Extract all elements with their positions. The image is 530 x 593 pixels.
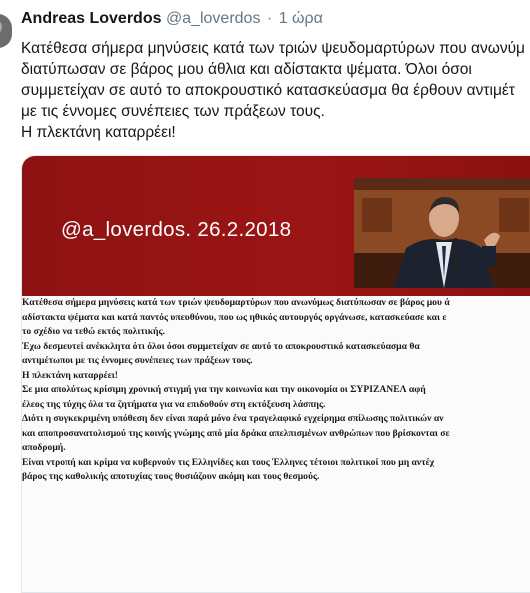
tweet-header xyxy=(21,10,323,28)
author-avatar[interactable] xyxy=(0,14,12,48)
statement-line: Κατέθεσα σήμερα μηνύσεις κατά των τριών ψευδομαρτύρων που ανωνύμως διατύπωσαν σε βάρος μου ά xyxy=(22,297,450,308)
attached-image-card[interactable] xyxy=(21,155,530,593)
statement-line: το σχέδιο να τεθώ εκτός πολιτικής. xyxy=(22,326,165,337)
statement-line: Διότι η συγκεκριμένη υπόθεση δεν είναι παρά μόνο ένα τραγελαφικό εγχείρημα σπίλωσης πολιτικών αν xyxy=(22,413,444,424)
tweet-text-line: με τις έννομες συνέπειες των πράξεων τους. xyxy=(21,103,325,120)
author-name[interactable]: Andreas Loverdos xyxy=(21,10,162,27)
tweet-text-line: συμμετείχαν σε αυτό το αποκρουστικό κατασκεύασμα θα έρθουν αντιμέτ xyxy=(21,82,515,99)
tweet-text xyxy=(21,38,530,143)
statement-line: αδίστακτα ψέματα και κατά παντός υπευθύνου, που ως ηθικός αυτουργός οργάνωσε, κατασκεύασε και ε xyxy=(22,311,447,323)
tweet-text-line: Η πλεκτάνη καταρρέει! xyxy=(21,124,176,141)
statement-line: και αποπροσανατολισμού της κοινής γνώμης από μία δράκα απελπισμένων ανθρώπων που βρίσκονται σε xyxy=(22,427,450,439)
statement-line: Σε μια απολύτως κρίσιμη χρονική στιγμή για την κοινωνία και την οικονομία οι ΣΥΡΙΖΑΝΕΛ αφή xyxy=(22,384,426,395)
statement-line: Η πλεκτάνη καταρρέει! xyxy=(22,369,118,381)
tweet-text-line: Κατέθεσα σήμερα μηνύσεις κατά των τριών ψευδομαρτύρων που ανωνύμ xyxy=(21,40,525,57)
banner-text: @a_loverdos. 26.2.2018 xyxy=(61,218,292,241)
speaker-photo xyxy=(354,178,530,288)
image-banner xyxy=(22,156,530,296)
statement-line: αντιμέτωποι με τις έννομες συνέπειες των πράξεων τους. xyxy=(22,355,253,366)
statement-line: αποδρομή. xyxy=(22,442,66,453)
tweet-text-line: διατύπωσαν σε βάρος μου άθλια και αδίστακτα ψέματα. Όλοι όσοι xyxy=(21,61,472,78)
separator-dot: · xyxy=(266,10,273,27)
statement-line: έλεος της τύχης όλα τα ζητήματα για να επιδοθούν στη εκτόξευση λάσπης. xyxy=(22,398,326,410)
statement-document xyxy=(22,296,530,592)
statement-line: βάρος της καθολικής αποτυχίας τους θυσιάζουν ακόμη και τους θεσμούς. xyxy=(22,471,320,482)
statement-line: Είναι ντροπή και κρίμα να κυβερνούν τις Ελληνίδες και τους Έλληνες τέτοιοι πολιτικοί που μη αντέχ xyxy=(22,456,435,468)
statement-line: Έχω δεσμευτεί ανέκκλητα ότι όλοι όσοι συμμετείχαν σε αυτό το αποκρουστικό κατασκεύασμα θα xyxy=(22,340,420,352)
author-handle[interactable]: @a_loverdos xyxy=(165,10,261,27)
tweet-timestamp[interactable]: 1 ώρα xyxy=(278,10,323,27)
